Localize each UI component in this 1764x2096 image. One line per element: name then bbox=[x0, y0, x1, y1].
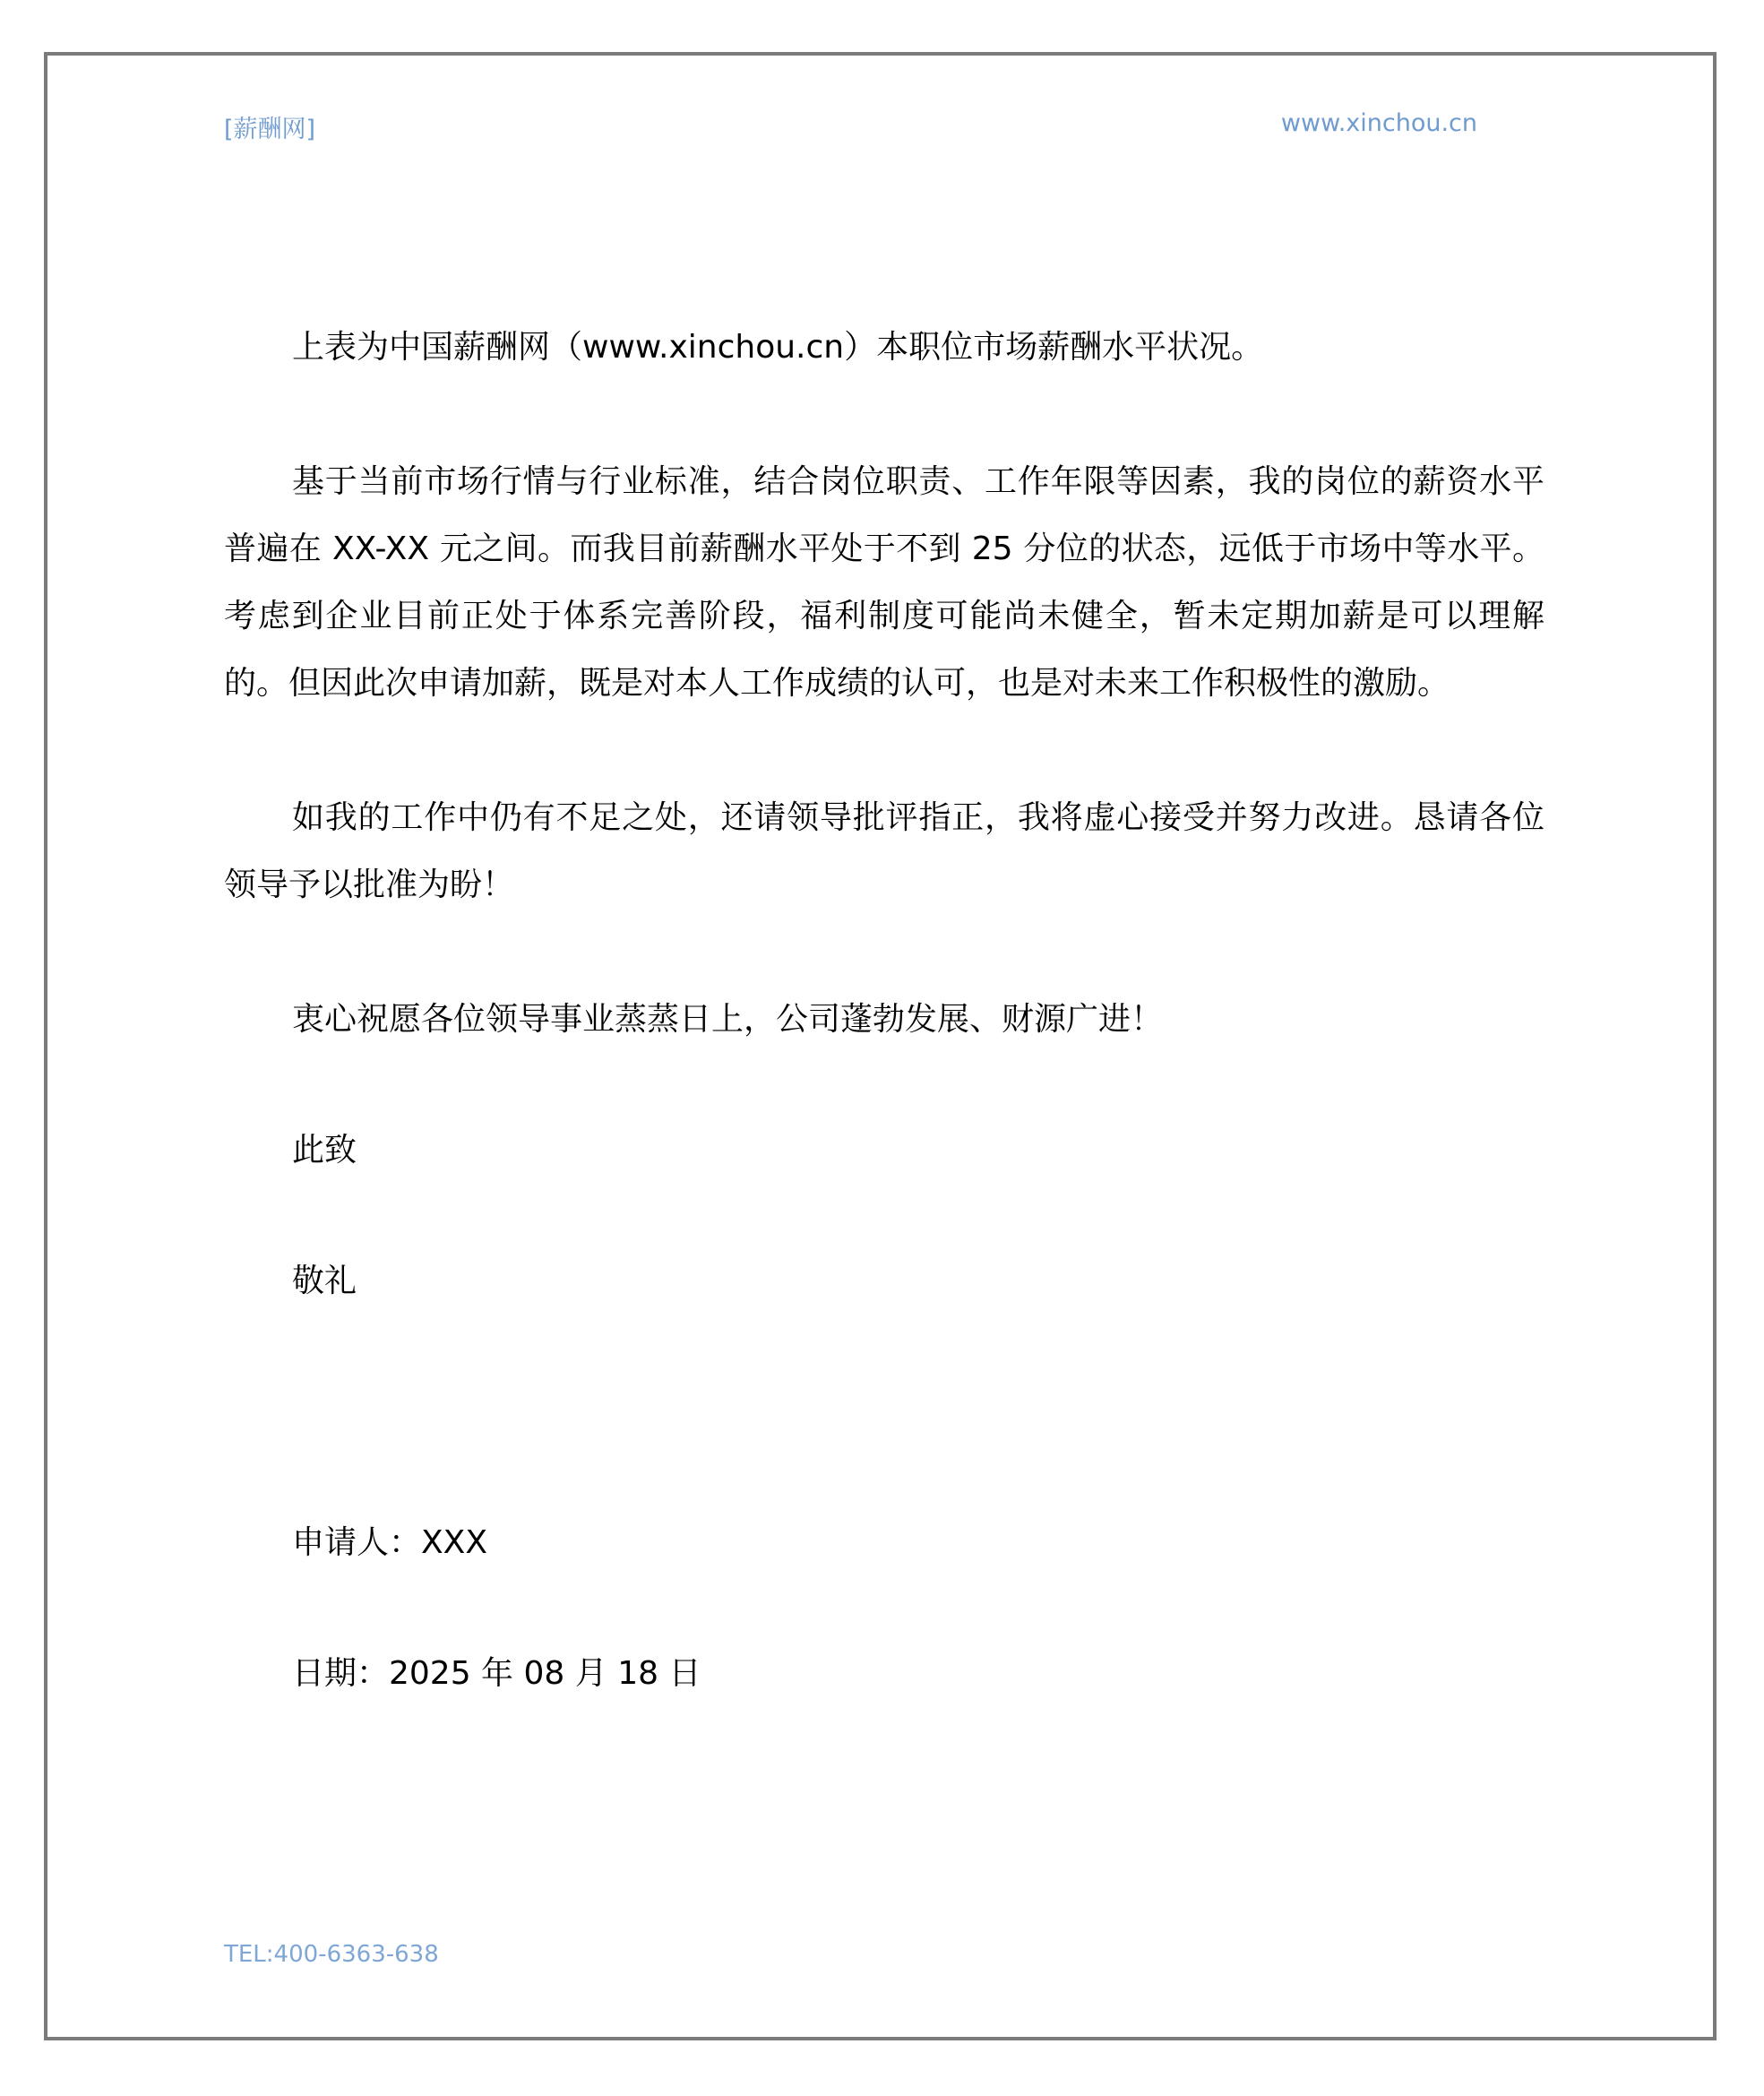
paragraph-wishes: 衷心祝愿各位领导事业蒸蒸日上，公司蓬勃发展、财源广进！ bbox=[292, 1001, 1164, 1038]
closing-cizhi: 此致 bbox=[292, 1132, 357, 1169]
footer-tel: TEL:400-6363-638 bbox=[224, 1941, 439, 1968]
paragraph-request: 如我的工作中仍有不足之处，还请领导批评指正，我将虚心接受并努力改进。恳请各位领导予以批准为盼！ bbox=[224, 799, 1545, 903]
paragraph-market-reference: 上表为中国薪酬网（www.xinchou.cn）本职位市场薪酬水平状况。 bbox=[292, 329, 1264, 366]
header-site-name: [薪酬网] bbox=[224, 116, 316, 143]
paragraph-salary-analysis: 基于当前市场行情与行业标准，结合岗位职责、工作年限等因素，我的岗位的薪资水平普遍在 XX-XX 元之间。而我目前薪酬水平处于不到 25 分位的状态，远低于市场中等水平。考虑到企业目前正处于体系完善阶段，福利制度可能尚未健全，暂未定期加薪是可以理解的。但因此次申请加薪，既是对本人工作成绩的认可，也是对未来工作积极性的激励。 bbox=[224, 463, 1545, 702]
header-site-url: www.xinchou.cn bbox=[1280, 109, 1477, 137]
applicant-line: 申请人：XXX bbox=[292, 1524, 487, 1561]
date-line: 日期：2025 年 08 月 18 日 bbox=[292, 1655, 701, 1692]
letter-body bbox=[224, 314, 1545, 1707]
closing-jingli: 敬礼 bbox=[292, 1263, 357, 1299]
